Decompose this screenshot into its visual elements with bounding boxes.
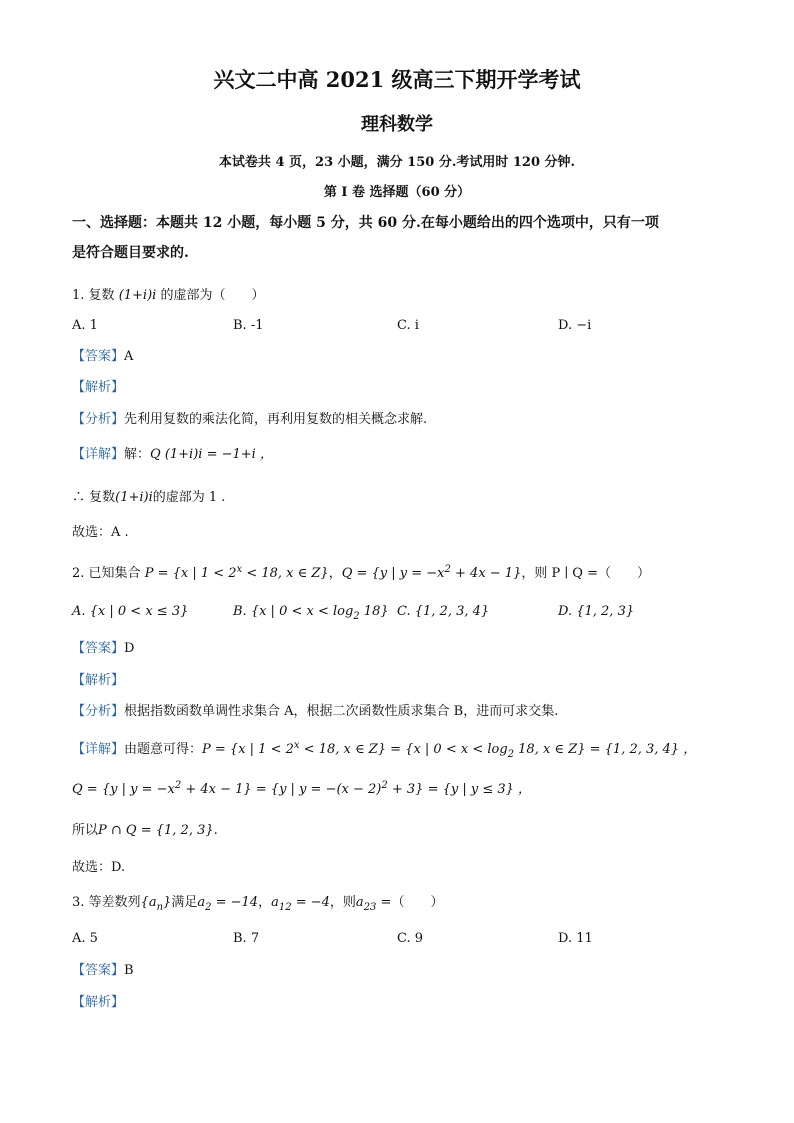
q2-choose: 故选：D.	[72, 860, 126, 875]
answer-label: 【答案】	[72, 349, 125, 364]
q1-choose: 故选：A .	[72, 525, 129, 540]
q1-option-d: D. −i	[558, 318, 592, 333]
q3-option-c: C. 9	[397, 931, 424, 946]
detail-label: 【详解】	[72, 447, 125, 462]
q2-conclusion	[72, 822, 218, 840]
fenxi-label: 【分析】	[72, 704, 125, 719]
q3-option-b: B. 7	[233, 931, 260, 946]
q2-conclusion-math: P ∩ Q = {1, 2, 3}	[98, 823, 214, 838]
exam-title: 兴文二中高 2021 级高三下期开学考试	[213, 67, 581, 92]
q2-conclusion-prefix: 所以	[72, 823, 99, 838]
q3-sequence: $\{a_n\}$	[140, 895, 172, 913]
q1-option-a: A. 1	[72, 318, 98, 333]
q2-detail-p: P = {x | $1 < 2^x < 18$, x ∈ Z} = {x | $0 < x < \log_2 18$, x ∈ Z} = {1, 2, 3, 4} ，	[202, 740, 697, 760]
q3-stem-prefix: 3. 等差数列	[72, 895, 141, 910]
q2-analysis-label: 【解析】	[72, 673, 125, 688]
q3-stem-suffix: （ ）	[391, 895, 444, 910]
exam-subject: 理科数学	[361, 114, 433, 135]
q2-stem-suffix: ，则 P ∣ Q =（ ）	[521, 566, 650, 581]
q2-fenxi	[72, 703, 558, 721]
q3-stem	[72, 894, 443, 917]
q1-stem-suffix: 的虚部为（ ）	[160, 288, 265, 303]
q2-option-c: C. {1, 2, 3, 4}	[397, 604, 490, 619]
q2-answer	[72, 640, 134, 658]
q1-detail-prefix: 解：	[124, 447, 151, 462]
q1-stem	[72, 287, 264, 305]
q2-set-p: P = {x | $1 < 2^x < 18$, x ∈ Z}	[144, 564, 329, 581]
q1-conclusion-math: (1+i)i	[115, 490, 153, 505]
q1-analysis-label: 【解析】	[72, 380, 125, 395]
q1-conclusion	[72, 489, 225, 507]
q1-fenxi-text: 先利用复数的乘法化简，再利用复数的相关概念求解.	[124, 412, 428, 427]
q1-stem-math: (1+i)i	[118, 288, 157, 303]
q2-set-q: Q = {y | $y = -x^2 + 4x - 1$}	[341, 564, 522, 581]
answer-label: 【答案】	[72, 963, 125, 978]
q2-answer-value: D	[124, 641, 135, 656]
part-heading: 第 I 卷 选择题（60 分）	[323, 185, 471, 200]
q2-option-d: D. {1, 2, 3}	[558, 604, 635, 619]
q3-stem-then: ，则	[329, 895, 356, 910]
q1-conclusion-suffix: 的虚部为 1 .	[152, 490, 226, 505]
answer-label: 【答案】	[72, 641, 125, 656]
exam-info: 本试卷共 4 页，23 小题，满分 150 分.考试用时 120 分钟.	[218, 155, 576, 170]
detail-label: 【详解】	[72, 742, 125, 757]
fenxi-label: 【分析】	[72, 412, 125, 427]
q2-detail-prefix: 由题意可得：	[124, 742, 203, 757]
q1-answer	[72, 348, 133, 366]
q3-answer	[72, 962, 134, 980]
q1-option-b: B. -1	[233, 318, 264, 333]
q3-stem-mid: 满足	[171, 895, 198, 910]
q2-conclusion-suffix: .	[213, 823, 218, 838]
q2-stem-prefix: 2. 已知集合	[72, 566, 141, 581]
q1-answer-value: A	[124, 349, 134, 364]
q1-detail	[72, 446, 273, 464]
instructions-line-2: 是符合题目要求的.	[72, 245, 189, 261]
q3-analysis-label: 【解析】	[72, 995, 125, 1010]
q3-option-d: D. 11	[558, 931, 593, 946]
instructions-line-1: 一、选择题：本题共 12 小题，每小题 5 分，共 60 分.在每小题给出的四个选项中，只有一项	[72, 215, 659, 231]
q2-option-b: B. {x | $0 < x < \log_2 18$}	[233, 604, 389, 622]
q2-fenxi-text: 根据指数函数单调性求集合 A，根据二次函数性质求集合 B，进而可求交集.	[124, 704, 559, 719]
q2-stem-mid: ，	[328, 566, 342, 581]
q3-answer-value: B	[124, 963, 134, 978]
q1-detail-math: Q (1+i)i = −1+i ，	[150, 447, 273, 462]
q3-stem-sep: ，	[258, 895, 272, 910]
q3-target: $a_{23}$ =	[355, 895, 392, 913]
q2-option-a: A. {x | 0 < x ≤ 3}	[72, 604, 189, 619]
q1-conclusion-prefix: ∴ 复数	[72, 490, 116, 505]
q1-stem-prefix: 1. 复数	[72, 288, 115, 303]
q3-option-a: A. 5	[72, 931, 98, 946]
q2-detail-line-2: Q = {y | $y = -x^2 + 4x - 1\} = \{y$ | $y = -(x - 2)^2 + 3\} = \{y$ | y ≤ 3} ，	[72, 780, 532, 797]
q3-condition-1: $a_2 = -14$	[197, 895, 259, 913]
q1-fenxi	[72, 411, 427, 429]
q3-condition-2: $a_{12} = -4$	[271, 895, 330, 913]
q2-detail-line-1	[72, 737, 696, 764]
q2-stem	[72, 561, 650, 583]
q1-option-c: C. i	[397, 318, 419, 333]
